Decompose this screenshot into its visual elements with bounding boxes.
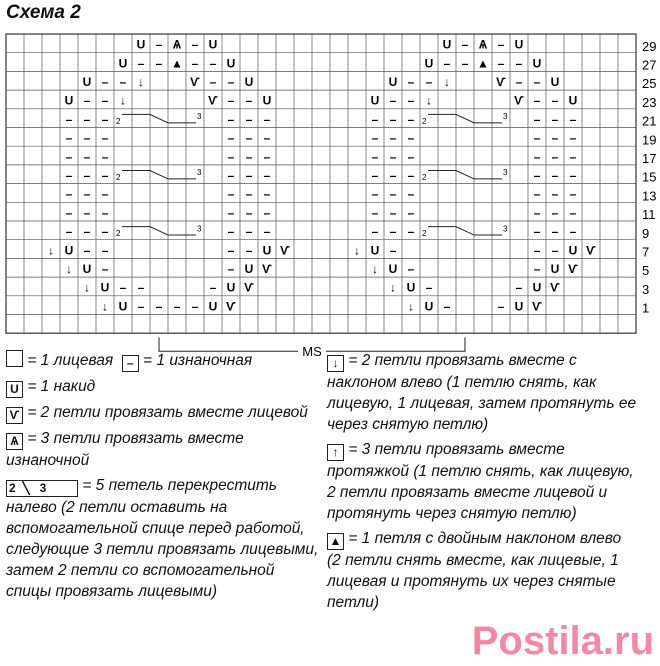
purl-stitch-icon: – [551, 205, 559, 220]
chart-stitch-icon: – [443, 299, 451, 314]
row-number: 19 [642, 132, 657, 148]
chart-stitch-icon: ↓ [84, 280, 90, 295]
purl-stitch-icon: – [371, 224, 379, 239]
purl-stitch-icon: – [569, 112, 577, 127]
yo-stitch-icon: U [550, 74, 560, 89]
purl-stitch-icon: – [461, 37, 469, 52]
purl-stitch-icon: – [65, 131, 73, 146]
ssk-symbol-icon: ↓ [327, 355, 344, 372]
cable-label-right: 3 [503, 224, 508, 234]
cable-label-right: 3 [503, 112, 508, 122]
purl-stitch-icon: – [245, 131, 253, 146]
chart-stitch-icon: U [370, 243, 380, 258]
purl-stitch-icon: – [227, 149, 235, 164]
chart-stitch-icon: – [173, 299, 181, 314]
purl-stitch-icon: – [263, 224, 271, 239]
chart-stitch-icon: – [119, 280, 127, 295]
purl-stitch-icon: – [497, 56, 505, 71]
chart-stitch-icon: – [533, 261, 541, 276]
legend-item-cdd: ▲ = 1 петля с двойным наклоном влево (2 петли снять вместе, как лицевые, 1 лицевая и протянуть их через снятые петли) [327, 530, 622, 611]
purl-stitch-icon: – [551, 112, 559, 127]
purl-stitch-icon: – [227, 187, 235, 202]
p3tog-symbol-icon: Ѧ [6, 433, 23, 450]
yo-stitch-icon: U [370, 93, 380, 108]
purl-stitch-icon: – [83, 168, 91, 183]
purl-stitch-icon: – [389, 168, 397, 183]
cable-label-left: 2 [116, 116, 121, 126]
purl-stitch-icon: – [245, 112, 253, 127]
row-number: 1 [642, 300, 650, 316]
row-number: 15 [642, 169, 657, 185]
purl-stitch-icon: – [101, 93, 109, 108]
purl-stitch-icon: – [227, 205, 235, 220]
purl-stitch-icon: – [65, 168, 73, 183]
purl-stitch-icon: – [371, 187, 379, 202]
purl-stitch-icon: – [515, 74, 523, 89]
purl-stitch-icon: – [407, 187, 415, 202]
yo-stitch-icon: U [442, 37, 452, 52]
purl-stitch-icon: – [497, 37, 505, 52]
purl-stitch-icon: – [101, 205, 109, 220]
chart-stitch-icon: U [532, 280, 542, 295]
purl-stitch-icon: – [407, 224, 415, 239]
cable-label-left: 2 [116, 228, 121, 238]
yo-stitch-icon: U [136, 37, 146, 52]
purl-stitch-icon: – [209, 74, 217, 89]
yo-stitch-icon: U [424, 56, 434, 71]
purl-stitch-icon: – [83, 93, 91, 108]
purl-stitch-icon: – [245, 168, 253, 183]
knit-symbol-icon [6, 350, 23, 367]
purl-stitch-icon: – [551, 224, 559, 239]
purl-stitch-icon: – [83, 224, 91, 239]
purl-stitch-icon: – [263, 149, 271, 164]
sk2p-symbol-icon: ↑ [327, 444, 344, 461]
purl-stitch-icon: – [83, 187, 91, 202]
yo-stitch-icon: U [118, 56, 128, 71]
purl-stitch-icon: – [443, 56, 451, 71]
row-number: 5 [642, 263, 650, 279]
row-number: 23 [642, 94, 657, 110]
chart-stitch-icon: Ѵ [280, 243, 290, 258]
cable-label-right: 3 [197, 112, 202, 122]
purl-stitch-icon: – [533, 149, 541, 164]
row-number: 27 [642, 57, 657, 73]
purl-stitch-icon: – [389, 93, 397, 108]
purl-stitch-icon: – [83, 149, 91, 164]
row-number: 3 [642, 281, 650, 297]
chart-stitch-icon: Ѵ [586, 243, 596, 258]
chart-stitch-icon: – [137, 280, 145, 295]
purl-stitch-icon: – [83, 205, 91, 220]
purl-stitch-icon: – [101, 149, 109, 164]
purl-stitch-icon: – [533, 74, 541, 89]
chart-stitch-icon: Ѵ [568, 261, 578, 276]
purl-stitch-icon: – [209, 56, 217, 71]
yo-stitch-icon: U [64, 93, 74, 108]
purl-stitch-icon: – [533, 93, 541, 108]
purl-stitch-icon: – [407, 112, 415, 127]
purl-stitch-icon: – [407, 74, 415, 89]
chart-stitch-icon: – [101, 261, 109, 276]
purl-stitch-icon: – [371, 112, 379, 127]
k2tog-stitch-icon: Ѵ [190, 74, 200, 89]
chart-stitch-icon: – [425, 280, 433, 295]
purl-stitch-icon: – [227, 74, 235, 89]
purl-stitch-icon: – [569, 205, 577, 220]
purl-stitch-icon: – [389, 187, 397, 202]
chart-stitch-icon: U [244, 261, 254, 276]
cable-label-left: 2 [422, 116, 427, 126]
purl-stitch-icon: – [551, 93, 559, 108]
chart-stitch-icon: U [424, 299, 434, 314]
row-number: 7 [642, 244, 650, 260]
purl-stitch-icon: – [101, 187, 109, 202]
purl-stitch-icon: – [533, 168, 541, 183]
yo-stitch-icon: U [388, 74, 398, 89]
purl-stitch-icon: – [569, 187, 577, 202]
purl-stitch-icon: – [191, 37, 199, 52]
purl-stitch-icon: – [227, 168, 235, 183]
legend-item-sk2p: ↑ = 3 петли провязать вместе протяжкой (1 петлю снять, как лицевую, 2 петли провязать вместе лицевой и протянуть через снятую петлю) [327, 441, 634, 522]
chart-stitch-icon: – [155, 299, 163, 314]
purl-stitch-icon: – [227, 93, 235, 108]
cdd-stitch-icon: ▲ [477, 56, 489, 71]
purl-stitch-icon: – [263, 168, 271, 183]
purl-stitch-icon: – [263, 205, 271, 220]
yo-stitch-icon: U [82, 74, 92, 89]
chart-stitch-icon: U [118, 299, 128, 314]
cable-label-right: 3 [503, 168, 508, 178]
purl-stitch-icon: – [245, 149, 253, 164]
yo-stitch-icon: U [262, 93, 272, 108]
chart-stitch-icon: – [191, 299, 199, 314]
purl-stitch-icon: – [137, 56, 145, 71]
row-number: 9 [642, 225, 650, 241]
chart-stitch-icon: – [497, 299, 505, 314]
cdd-stitch-icon: ▲ [171, 56, 183, 71]
chart-stitch-icon: – [101, 243, 109, 258]
purl-stitch-icon: – [569, 168, 577, 183]
purl-stitch-icon: – [389, 149, 397, 164]
purl-stitch-icon: – [155, 37, 163, 52]
purl-stitch-icon: – [245, 224, 253, 239]
purl-stitch-icon: – [461, 56, 469, 71]
purl-stitch-icon: – [407, 131, 415, 146]
purl-stitch-icon: – [245, 187, 253, 202]
purl-stitch-icon: – [407, 93, 415, 108]
purl-stitch-icon: – [83, 131, 91, 146]
purl-stitch-icon: – [533, 131, 541, 146]
purl-stitch-icon: – [407, 149, 415, 164]
ssk-stitch-icon: ↓ [444, 74, 450, 89]
purl-stitch-icon: – [101, 74, 109, 89]
purl-stitch-icon: – [101, 168, 109, 183]
purl-symbol-icon: – [122, 355, 139, 372]
chart-stitch-icon: U [100, 280, 110, 295]
cdd-symbol-icon: ▲ [327, 533, 344, 550]
purl-stitch-icon: – [65, 205, 73, 220]
purl-stitch-icon: – [155, 56, 163, 71]
chart-stitch-icon: U [388, 261, 398, 276]
purl-stitch-icon: – [227, 131, 235, 146]
row-number: 17 [642, 151, 657, 167]
yo-stitch-icon: U [208, 37, 218, 52]
chart-stitch-icon: U [226, 280, 236, 295]
purl-stitch-icon: – [371, 131, 379, 146]
purl-stitch-icon: – [407, 205, 415, 220]
yo-stitch-icon: U [514, 37, 524, 52]
purl-stitch-icon: – [371, 205, 379, 220]
purl-stitch-icon: – [101, 224, 109, 239]
purl-stitch-icon: – [191, 56, 199, 71]
legend-item-cable: 2 ╲ 3 = 5 петель перекрестить налево (2 петли оставить на вспомогательной спице перед работой, следующие 3 петли провязать лицевыми, затем 2 петли со вспомогательной спицы провязать лицевыми) [6, 477, 319, 600]
purl-stitch-icon: – [65, 187, 73, 202]
purl-stitch-icon: – [551, 168, 559, 183]
chart-stitch-icon: Ѵ [550, 280, 560, 295]
ssk-stitch-icon: ↓ [138, 74, 144, 89]
chart-stitch-icon: – [245, 243, 253, 258]
chart-stitch-icon: – [515, 280, 523, 295]
purl-stitch-icon: – [101, 112, 109, 127]
ms-label: MS [302, 344, 322, 360]
purl-stitch-icon: – [569, 149, 577, 164]
purl-stitch-icon: – [533, 205, 541, 220]
chart-stitch-icon: Ѵ [244, 280, 254, 295]
chart-stitch-icon: U [262, 243, 272, 258]
p3tog-stitch-icon: Ѧ [172, 37, 182, 52]
watermark: Postila.ru [471, 619, 654, 663]
chart-stitch-icon: U [514, 299, 524, 314]
chart-stitch-icon: U [406, 280, 416, 295]
purl-stitch-icon: – [245, 205, 253, 220]
chart-stitch-icon: U [550, 261, 560, 276]
purl-stitch-icon: – [533, 224, 541, 239]
chart-stitch-icon: ↓ [372, 261, 378, 276]
yo-stitch-icon: U [244, 74, 254, 89]
legend-item-k2tog: Ѵ = 2 петли провязать вместе лицевой [6, 402, 321, 424]
chart-stitch-icon: Ѵ [226, 299, 236, 314]
chart-stitch-icon: – [137, 299, 145, 314]
row-number: 11 [642, 207, 656, 223]
chart-title: Схема 2 [6, 2, 81, 23]
chart-stitch-icon: – [227, 243, 235, 258]
purl-stitch-icon: – [263, 131, 271, 146]
purl-stitch-icon: – [101, 131, 109, 146]
chart-stitch-icon: ↓ [102, 299, 108, 314]
purl-stitch-icon: – [515, 56, 523, 71]
purl-stitch-icon: – [569, 131, 577, 146]
k2tog-stitch-icon: Ѵ [496, 74, 506, 89]
k2tog-symbol-icon: Ѵ [6, 407, 23, 424]
purl-stitch-icon: – [245, 93, 253, 108]
chart-stitch-icon: – [83, 243, 91, 258]
purl-stitch-icon: – [389, 131, 397, 146]
chart-stitch-icon: – [389, 243, 397, 258]
yo-stitch-icon: U [532, 56, 542, 71]
legend-left [6, 350, 321, 602]
row-number: 21 [642, 113, 657, 129]
purl-stitch-icon: – [389, 224, 397, 239]
chart-stitch-icon: U [64, 243, 74, 258]
purl-stitch-icon: – [533, 112, 541, 127]
cable-label-left: 2 [422, 172, 427, 182]
chart-stitch-icon: ↓ [354, 243, 360, 258]
yo-symbol-icon: U [6, 381, 23, 398]
purl-stitch-icon: – [389, 112, 397, 127]
row-number: 13 [642, 188, 657, 204]
chart-stitch-icon: – [551, 243, 559, 258]
legend-item-yo: U = 1 накид [6, 376, 321, 398]
purl-stitch-icon: – [65, 224, 73, 239]
purl-stitch-icon: – [551, 187, 559, 202]
ssk-stitch-icon: ↓ [120, 93, 126, 108]
chart-stitch-icon: ↓ [390, 280, 396, 295]
chart-stitch-icon: – [227, 261, 235, 276]
chart-stitch-icon: – [209, 280, 217, 295]
chart-stitch-icon: U [568, 243, 578, 258]
purl-stitch-icon: – [551, 131, 559, 146]
legend-item-ssk: ↓ = 2 петли провязать вместе с наклоном влево (1 петлю снять, как лицевую, 1 лицевая, затем протянуть ее через снятую петлю) [327, 352, 637, 433]
chart-stitch-icon: ↓ [48, 243, 54, 258]
legend-right [327, 350, 637, 613]
k2tog-stitch-icon: Ѵ [208, 93, 218, 108]
yo-stitch-icon: U [568, 93, 578, 108]
purl-stitch-icon: – [65, 149, 73, 164]
purl-stitch-icon: – [227, 224, 235, 239]
cable-label-right: 3 [197, 168, 202, 178]
purl-stitch-icon: – [371, 149, 379, 164]
cable-symbol-icon: 2 ╲ 3 [6, 480, 78, 497]
yo-stitch-icon: U [226, 56, 236, 71]
purl-stitch-icon: – [407, 168, 415, 183]
purl-stitch-icon: – [425, 74, 433, 89]
p3tog-stitch-icon: Ѧ [478, 37, 488, 52]
purl-stitch-icon: – [119, 74, 127, 89]
cable-label-right: 3 [197, 224, 202, 234]
purl-stitch-icon: – [569, 224, 577, 239]
row-number: 29 [642, 38, 657, 54]
purl-stitch-icon: – [65, 112, 73, 127]
chart-stitch-icon: ↓ [408, 299, 414, 314]
purl-stitch-icon: – [371, 168, 379, 183]
chart-stitch-icon: ↓ [66, 261, 72, 276]
chart-stitch-icon: U [208, 299, 218, 314]
chart-stitch-icon: U [82, 261, 92, 276]
ssk-stitch-icon: ↓ [426, 93, 432, 108]
purl-stitch-icon: – [227, 112, 235, 127]
legend-item-p3tog: Ѧ = 3 петли провязать вместе изнаночной [6, 430, 244, 469]
purl-stitch-icon: – [533, 187, 541, 202]
purl-stitch-icon: – [263, 112, 271, 127]
row-number: 25 [642, 76, 657, 92]
chart-stitch-icon: Ѵ [262, 261, 272, 276]
purl-stitch-icon: – [263, 187, 271, 202]
purl-stitch-icon: – [83, 112, 91, 127]
chart-stitch-icon: Ѵ [532, 299, 542, 314]
purl-stitch-icon: – [389, 205, 397, 220]
chart-stitch-icon: – [533, 243, 541, 258]
legend-item-knit: = 1 лицевая – = 1 изнаночная [6, 350, 321, 372]
cable-label-left: 2 [116, 172, 121, 182]
chart-stitch-icon: – [407, 261, 415, 276]
purl-stitch-icon: – [551, 149, 559, 164]
cable-label-left: 2 [422, 228, 427, 238]
k2tog-stitch-icon: Ѵ [514, 93, 524, 108]
